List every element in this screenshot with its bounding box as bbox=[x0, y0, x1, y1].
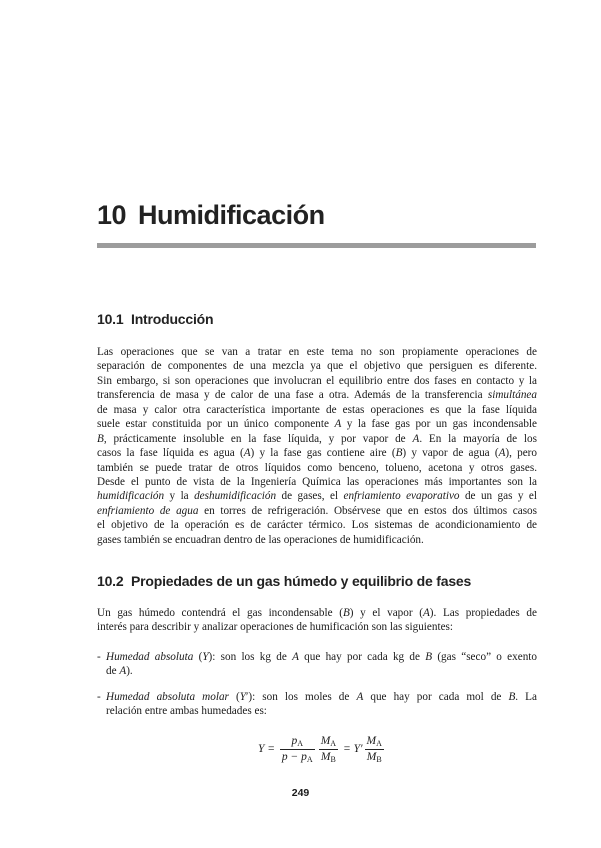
bullet-body bbox=[106, 690, 537, 719]
eq-frac2-den-sub: B bbox=[330, 755, 336, 764]
paragraph-line: humidificación y la deshumidificación de gases, el enfriamiento evaporativo de un gas y el bbox=[97, 490, 537, 503]
section-title: Propiedades de un gas húmedo y equilibrio de fases bbox=[131, 573, 472, 589]
eq-frac1-num: p bbox=[291, 735, 298, 747]
section-heading-1 bbox=[97, 311, 213, 327]
eq-fraction-molar-mass bbox=[319, 735, 338, 764]
bullet-line: relación entre ambas humedades es: bbox=[106, 705, 267, 718]
chapter-number: 10 bbox=[97, 200, 127, 230]
bullet-body bbox=[106, 650, 537, 679]
eq-frac2-num-sub: A bbox=[330, 739, 337, 748]
paragraph-line: Desde el punto de vista de la Ingeniería Química las operaciones más importantes son la bbox=[97, 475, 537, 488]
paragraph-line: gases también se encuadran dentro de las operaciones de humidificación. bbox=[97, 533, 424, 546]
chapter-rule bbox=[97, 243, 536, 248]
eq-fraction-pressure bbox=[280, 735, 315, 764]
eq-frac3-num-sub: A bbox=[376, 739, 382, 748]
paragraph-line: interés para describir y analizar operaciones de humificación son las siguientes: bbox=[97, 621, 454, 634]
chapter-heading bbox=[97, 200, 325, 231]
humidity-equation bbox=[258, 735, 386, 764]
bullet-dash: - bbox=[97, 651, 101, 663]
paragraph-line: Un gas húmedo contendrá el gas incondensable (B) y el vapor (A). Las propiedades de bbox=[97, 607, 537, 619]
paragraph-line: Sin embargo, si son operaciones que involucran el equilibrio entre dos fases en contacto y la bbox=[97, 374, 537, 387]
section-title: Introducción bbox=[131, 311, 214, 327]
eq-frac1-den: p − p bbox=[281, 751, 307, 763]
properties-intro-paragraph bbox=[97, 606, 537, 635]
paragraph-line: separación de componentes de una mezcla ya que el objetivo que persiguen es diferente. bbox=[97, 360, 537, 373]
section-number: 10.2 bbox=[97, 573, 124, 589]
eq-frac2-den: M bbox=[320, 751, 331, 763]
paragraph-line: enfriamiento de agua en torres de refrigeración. Obsérvese que en estos dos últimos casos bbox=[97, 504, 537, 517]
eq-frac1-den-sub: A bbox=[306, 755, 313, 764]
paragraph-line: casos la fase líquida es agua (A) y la fase gas contiene aire (B) y vapor de agua (A), pero bbox=[97, 447, 537, 460]
eq-frac3-den: M bbox=[366, 751, 377, 763]
bullet-line: de A). bbox=[106, 665, 133, 678]
paragraph-line: de masa y calor otra característica importante de estas operaciones es que la fase líquida bbox=[97, 403, 537, 416]
intro-paragraph bbox=[97, 345, 537, 547]
paragraph-line: también se puede tratar de otros líquidos como benceno, tolueno, acetona y otros gases. bbox=[97, 461, 537, 474]
bullet-dash: - bbox=[97, 691, 101, 703]
page-number: 249 bbox=[291, 787, 310, 799]
paragraph-line: el objetivo de la operación es de carácter térmico. Los sistemas de acondicionamiento de bbox=[97, 519, 537, 532]
paragraph-line: B, prácticamente insoluble en la fase líquida, y por vapor de A. En la mayoría de los bbox=[97, 432, 537, 445]
eq-lhs: Y = bbox=[258, 743, 276, 756]
bullet-humedad-absoluta-molar bbox=[97, 690, 537, 719]
eq-frac2-num: M bbox=[320, 735, 331, 747]
eq-frac3-num: M bbox=[366, 735, 377, 747]
section-heading-2 bbox=[97, 573, 471, 589]
bullet-humedad-absoluta bbox=[97, 650, 537, 679]
paragraph-line: Las operaciones que se van a tratar en este tema no son propiamente operaciones de bbox=[97, 346, 537, 358]
eq-frac1-num-sub: A bbox=[297, 739, 304, 748]
paragraph-line: suele estar constituida por un único componente A y la fase gas por un gas incondensable bbox=[97, 418, 537, 431]
paragraph-line: transferencia de masa y de calor de una fase a otra. Además de la transferencia simultánea bbox=[97, 389, 537, 402]
chapter-title: Humidificación bbox=[138, 200, 325, 230]
eq-frac3-den-sub: B bbox=[376, 755, 382, 764]
section-number: 10.1 bbox=[97, 311, 124, 327]
bullet-line: Humedad absoluta molar (Y′): son los moles de A que hay por cada mol de B. La bbox=[106, 691, 537, 703]
eq-mid: = Y′ bbox=[342, 743, 363, 756]
eq-fraction-molar-mass-2 bbox=[365, 735, 384, 764]
bullet-line: Humedad absoluta (Y): son los kg de A que hay por cada kg de B (gas “seco” o exento bbox=[106, 651, 537, 663]
